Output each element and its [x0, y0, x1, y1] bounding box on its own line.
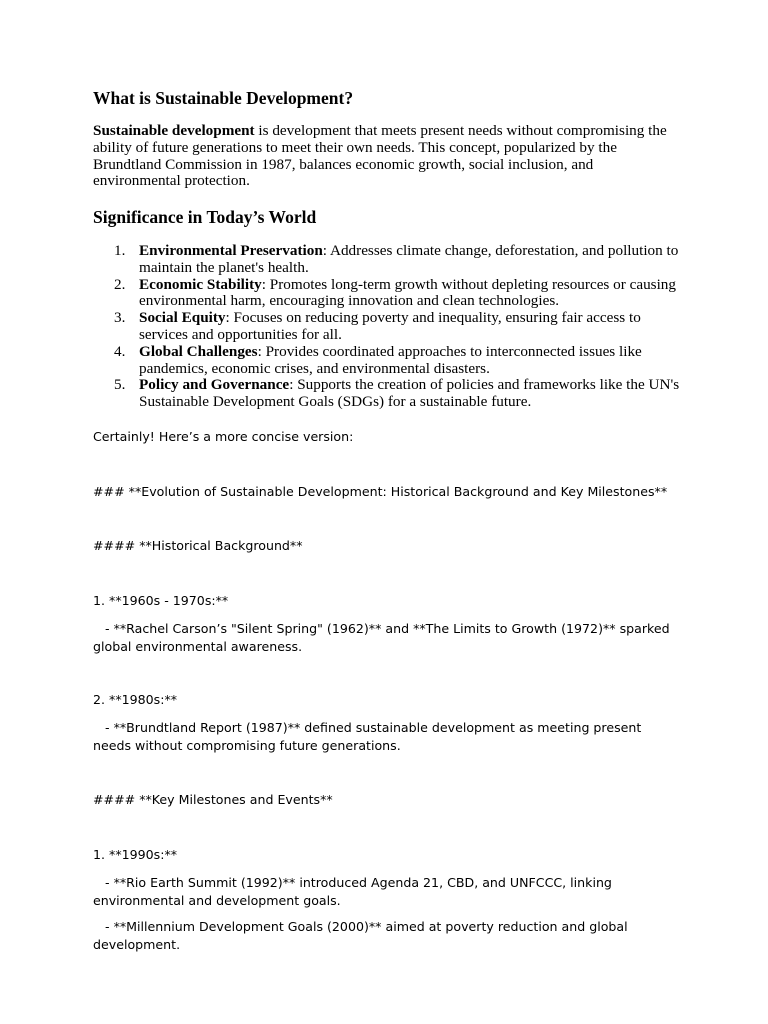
historical-background-heading: #### **Historical Background** [93, 538, 303, 553]
list-item-term: Policy and Governance [139, 376, 290, 394]
intro-paragraph [93, 123, 683, 190]
item-1980s: 2. **1980s:** [93, 692, 178, 707]
significance-list [93, 243, 683, 411]
evolution-heading: ### **Evolution of Sustainable Development: Historical Background and Key Milestones** [93, 484, 668, 499]
item-1990s: 1. **1990s:** [93, 847, 178, 862]
list-item-text: : Addresses climate change, deforestation, and pollution to maintain the planet's health. [139, 242, 679, 276]
main-heading: What is Sustainable Development? [93, 88, 354, 108]
list-item-number: 1. [114, 242, 126, 259]
list-item-text: : Provides coordinated approaches to interconnected issues like pandemics, economic crises, and environmental disasters. [139, 342, 642, 377]
list-item-term: Global Challenges [139, 342, 258, 360]
carson-item: - **Rachel Carson’s "Silent Spring" (1962)** and **The Limits to Growth (1972)** sparked global environmental awareness. [93, 621, 674, 654]
list-item-term: Environmental Preservation [139, 242, 323, 259]
intro-term: Sustainable development [93, 122, 255, 139]
list-item-number: 3. [114, 309, 126, 327]
milestones-heading: #### **Key Milestones and Events** [93, 792, 333, 807]
list-item-term: Economic Stability [139, 275, 262, 293]
list-item-number: 5. [114, 376, 126, 394]
list-item [93, 310, 683, 344]
list-item [93, 344, 683, 378]
list-item-term: Social Equity [139, 309, 226, 327]
list-item [93, 277, 683, 311]
list-item [93, 377, 683, 411]
intro-text: is development that meets present needs without compromising the ability of future generations to meet their own needs. This concept, popularized by the Brundtland Commission in 1987, balances economic growth, social inclusion, and environmental protection. [93, 122, 667, 190]
brundtland-item: - **Brundtland Report (1987)** defined sustainable development as meeting present needs without compromising future generations. [93, 720, 646, 753]
list-item-number: 2. [114, 275, 126, 293]
list-item-number: 4. [114, 342, 126, 360]
certainly-line: Certainly! Here’s a more concise version: [93, 429, 354, 444]
list-item-text: : Promotes long-term growth without depleting resources or causing environmental harm, encouraging innovation and clean technologies. [139, 275, 676, 310]
list-item [93, 243, 683, 277]
mdg-item: - **Millennium Development Goals (2000)** aimed at poverty reduction and global development. [93, 919, 632, 952]
significance-heading: Significance in Today’s World [93, 207, 317, 227]
rio-item: - **Rio Earth Summit (1992)** introduced Agenda 21, CBD, and UNFCCC, linking environmental and development goals. [93, 875, 616, 908]
list-item-text: : Supports the creation of policies and frameworks like the UN's Sustainable Development Goals (SDGs) for a sustainable future. [139, 376, 680, 411]
item-1960s: 1. **1960s - 1970s:** [93, 593, 229, 608]
list-item-text: : Focuses on reducing poverty and inequality, ensuring fair access to services and opportunities for all. [139, 309, 641, 343]
